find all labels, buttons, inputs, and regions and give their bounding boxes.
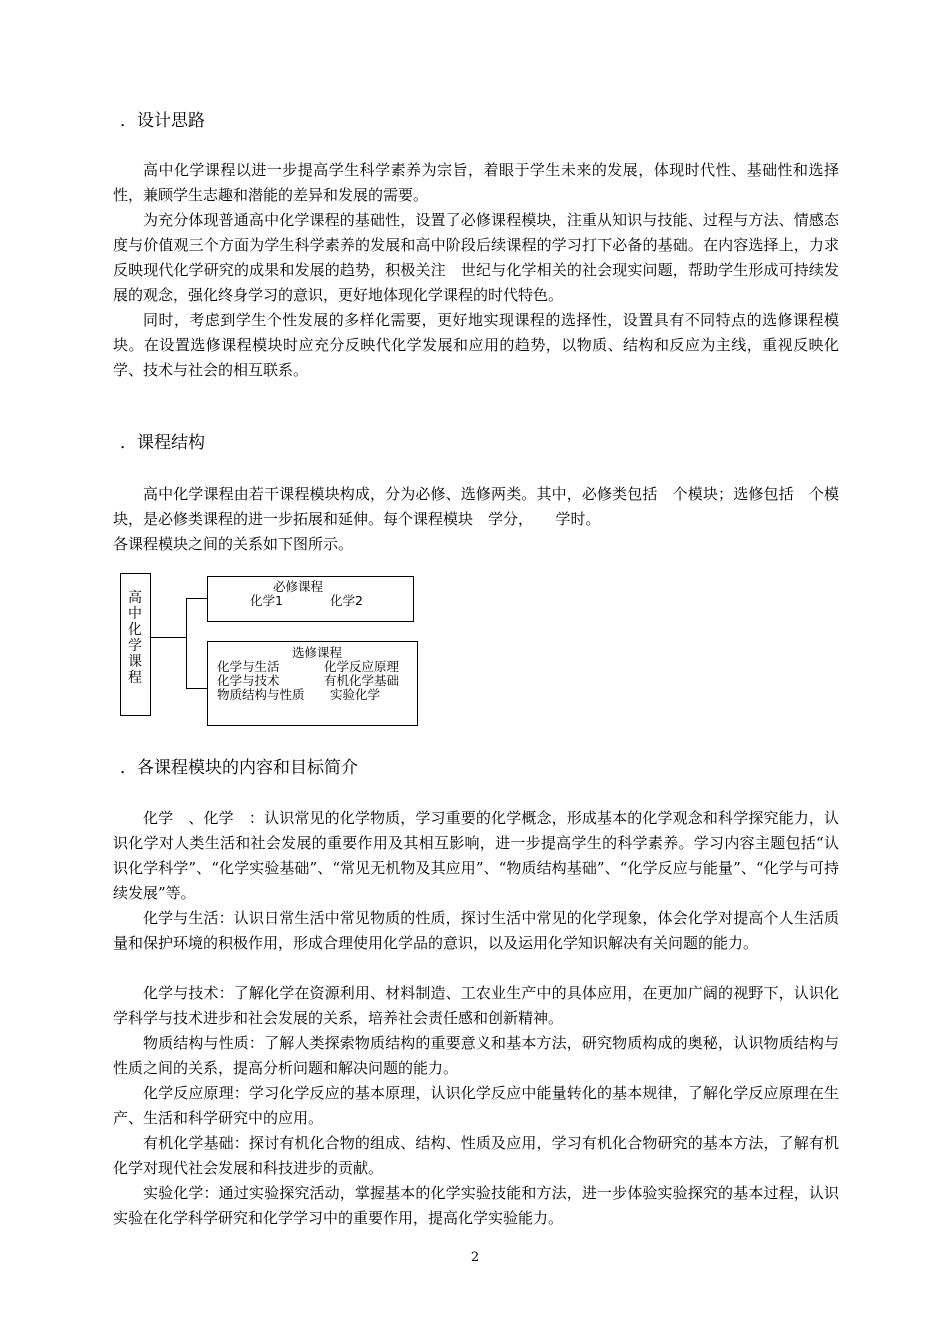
paragraph-module-organic: 有机化学基础：探讨有机化合物的组成、结构、性质及应用，学习有机化合物研究的基本方法，了解有机化学对现代社会发展和科技进步的贡献。: [113, 1134, 839, 1177]
elective-box: [207, 641, 418, 726]
connector-root: [151, 637, 186, 638]
paragraph-structure-note: 各课程模块之间的关系如下图所示。: [113, 535, 354, 553]
elective-item: 化学与技术: [217, 673, 280, 688]
elective-title: 选修课程: [292, 645, 343, 660]
paragraph-module-life: 化学与生活：认识日常生活中常见物质的性质，探讨生活中常见的化学现象，体会化学对提高个人生活质量和保护环境的积极作用，形成合理使用化学品的意识，以及运用化学知识解决有关问题的能力。: [113, 909, 839, 952]
paragraph-design-1: 高中化学课程以进一步提高学生科学素养为宗旨，着眼于学生未来的发展，体现时代性、基础性和选择性，兼顾学生志趣和潜能的差异和发展的需要。: [113, 161, 839, 204]
paragraph-design-2: 为充分体现普通高中化学课程的基础性，设置了必修课程模块，注重从知识与技能、过程与方法、情感态度与价值观三个方面为学生科学素养的发展和高中阶段后续课程的学习打下必备的基础。在内容选择上，力求反映现代化学研究的成果和发展的趋势，积极关注 世纪与化学相关的社会现实问题，帮助学生形成可持续发展的观念，强化终身学习的意识，更好地体现化学课程的时代特色。: [113, 211, 839, 304]
paragraph-module-structure: 物质结构与性质：了解人类探索物质结构的重要意义和基本方法，研究物质构成的奥秘，认识物质结构与性质之间的关系，提高分析问题和解决问题的能力。: [113, 1034, 839, 1077]
paragraph-module-chem12: 化学 、化学 ：认识常见的化学物质，学习重要的化学概念，形成基本的化学观念和科学探究能力，认识化学对人类生活和社会发展的重要作用及其相互影响，进一步提高学生的科学素养。学习内容主题包括“认识化学科学”、“化学实验基础”、“常见无机物及其应用”、“物质结构基础”、“化学反应与能量”、“化学与可持续发展”等。: [113, 809, 839, 902]
paragraph-module-reaction: 化学反应原理：学习化学反应的基本原理，认识化学反应中能量转化的基本规律，了解化学反应原理在生产、生活和科学研究中的应用。: [113, 1084, 839, 1127]
elective-item: 有机化学基础: [324, 673, 400, 688]
paragraph-module-experiment: 实验化学：通过实验探究活动，掌握基本的化学实验技能和方法，进一步体验实验探究的基本过程，认识实验在化学科学研究和化学学习中的重要作用，提高化学实验能力。: [113, 1184, 839, 1227]
paragraph-module-tech: 化学与技术：了解化学在资源利用、材料制造、工农业生产中的具体应用，在更加广阔的视野下，认识化学科学与技术进步和社会发展的关系，培养社会责任感和创新精神。: [113, 984, 839, 1027]
elective-item: 实验化学: [330, 687, 381, 702]
root-box: [120, 573, 151, 716]
required-title: 必修课程: [273, 579, 324, 594]
root-label: 高中化学课程: [128, 590, 142, 686]
connector-required: [186, 598, 207, 599]
heading-structure: ．课程结构: [120, 433, 205, 453]
heading-modules: ．各课程模块的内容和目标简介: [120, 758, 358, 778]
elective-item: 化学与生活: [217, 659, 280, 674]
required-item-1: 化学1: [250, 593, 283, 608]
elective-item: 物质结构与性质: [217, 687, 305, 702]
required-item-2: 化学2: [330, 593, 363, 608]
heading-design: ．设计思路: [120, 111, 205, 131]
connector-elective: [186, 688, 207, 689]
required-box: [207, 576, 414, 622]
connector-vertical: [186, 598, 187, 688]
paragraph-design-3: 同时，考虑到学生个性发展的多样化需要，更好地实现课程的选择性，设置具有不同特点的选修课程模块。在设置选修课程模块时应充分反映代化学发展和应用的趋势，以物质、结构和反应为主线，重视反映化学、技术与社会的相互联系。: [113, 311, 839, 379]
elective-item: 化学反应原理: [324, 659, 400, 674]
paragraph-structure: 高中化学课程由若干课程模块构成，分为必修、选修两类。其中，必修类包括 个模块；选修包括 个模块，是必修类课程的进一步拓展和延伸。每个课程模块 学分， 学时。: [113, 485, 839, 528]
page-number: 2: [470, 1250, 480, 1265]
